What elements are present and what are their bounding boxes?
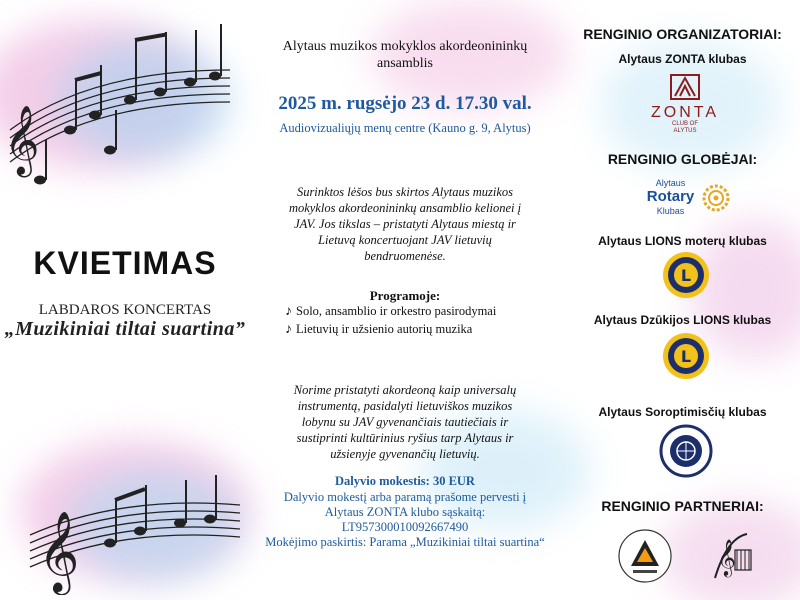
event-date-time: 2025 m. rugsėjo 23 d. 17.30 val. (278, 93, 532, 114)
program-item-text: Lietuvių ir užsienio autorių muzika (296, 322, 473, 336)
rotary-bottom: Klubas (656, 206, 685, 216)
rotary-wordmark: Rotary (646, 188, 695, 205)
concert-title: „Muzikiniai tiltai suartina” (4, 318, 246, 340)
soroptimist-club-name: Alytaus Soroptimisčių klubas (598, 405, 767, 419)
invitation-heading: KVIETIMAS (33, 245, 217, 281)
event-venue: Audiovizualiųjų menų centre (Kauno g. 9, Alytus) (279, 121, 531, 135)
svg-text:L: L (680, 266, 692, 285)
zonta-wordmark: ZONTA (650, 104, 720, 121)
rotary-top: Alytaus (655, 178, 686, 188)
lions-club-logo-icon (661, 250, 711, 300)
rotary-club-logo (643, 178, 733, 220)
rotary-wheel-icon (701, 183, 731, 213)
partners-heading: RENGINIO PARTNERIAI: (601, 498, 764, 514)
middle-column (255, 0, 555, 600)
payment-instructions-line2: Alytaus ZONTA klubo sąskaitą: (324, 505, 486, 519)
fundraising-purpose: Surinktos lėšos bus skirtos Alytaus muzikos mokyklos akordeonininkų ansamblio kelionei į JAV. Jos tikslas – pristatyti Alytaus miestą ir Lietuvą koncertuojant JAV lietuvių bendruomenėse. (288, 185, 522, 263)
svg-text:𝄞: 𝄞 (4, 105, 40, 175)
music-notes-illustration-bottom (20, 455, 250, 595)
charity-concert-label: LABDAROS KONCERTAS (38, 302, 212, 318)
program-item-text: Solo, ansamblio ir orkestro pasirodymai (296, 304, 497, 318)
program-item (285, 304, 555, 320)
partner-logo-triangle-icon (617, 528, 673, 584)
program-label: Programoje: (369, 288, 441, 303)
music-note-icon: ♪ (285, 322, 292, 337)
payment-purpose: Mokėjimo paskirtis: Parama „Muzikiniai tiltai suartina“ (265, 535, 545, 549)
zonta-club-logo (645, 74, 725, 134)
participant-fee: Dalyvio mokestis: 30 EUR (335, 474, 475, 488)
svg-text:𝄞: 𝄞 (38, 510, 80, 592)
organizers-heading: RENGINIO ORGANIZATORIAI: (583, 26, 782, 42)
organizer-name: Alytaus ZONTA klubas (618, 52, 747, 66)
zonta-emblem-icon (670, 74, 700, 100)
zonta-sub2: ALYTUS (673, 128, 697, 134)
ensemble-name: Alytaus muzikos mokyklos akordeonininkų ansamblis (282, 39, 528, 71)
sponsors-heading: RENGINIO GLOBĖJAI: (607, 151, 758, 167)
svg-text:L: L (680, 347, 692, 366)
lions-women-club-name: Alytaus LIONS moterų klubas (598, 234, 767, 248)
music-notes-illustration-top (0, 10, 240, 200)
soroptimist-logo-icon (659, 424, 713, 478)
partner-logo-music-school-icon (707, 528, 757, 586)
svg-text:𝄞: 𝄞 (717, 538, 736, 576)
payment-instructions-line1: Dalyvio mokestį arba paramą prašome pervesti į (283, 490, 527, 504)
mission-statement: Norime pristatyti akordeoną kaip universalų instrumentą, pasidalyti lietuviškos muzikos lobynu su JAV gyvenančiais tautiečiais ir sustiprinti kultūrinius ryšius tarp Alytaus ir užsienyje gyvenančių lietuvių. (293, 383, 517, 461)
right-column (565, 0, 800, 600)
program-item (285, 322, 555, 338)
bank-account-number: LT957300010092667490 (341, 520, 469, 534)
lions-dzukija-club-name: Alytaus Dzūkijos LIONS klubas (593, 313, 772, 327)
zonta-sub1: CLUB OF (671, 121, 698, 127)
music-note-icon: ♪ (285, 304, 292, 319)
lions-club-logo-icon (661, 331, 711, 381)
